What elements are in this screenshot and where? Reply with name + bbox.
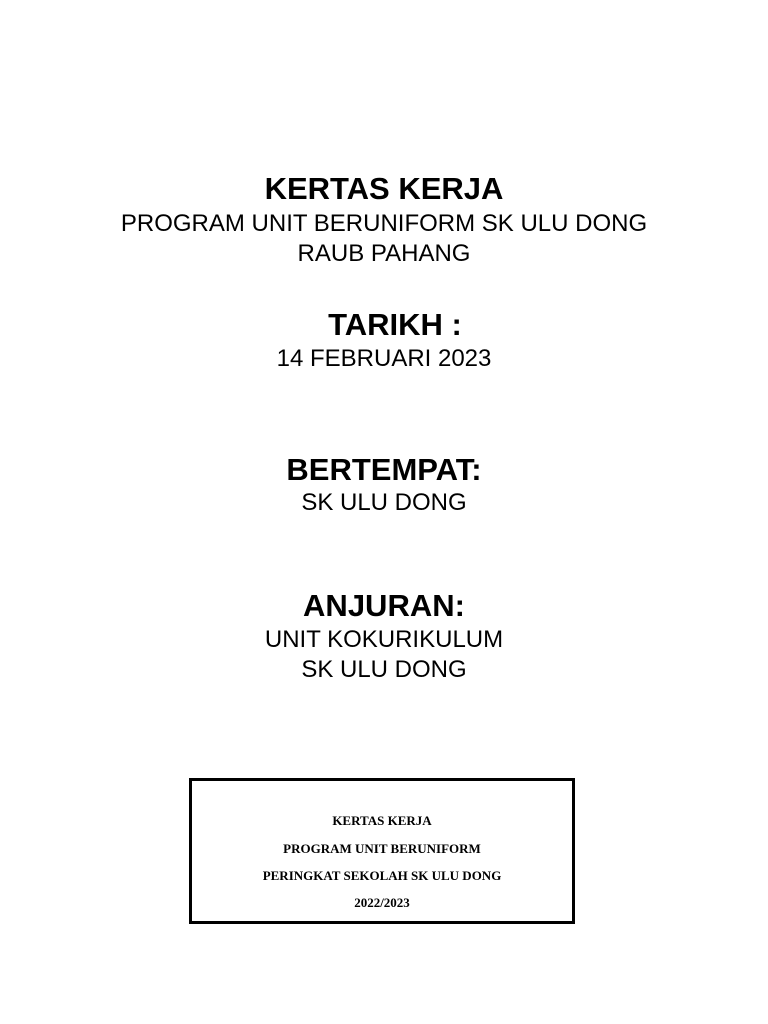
- summary-box-line-4: 2022/2023: [354, 895, 410, 910]
- venue-value: SK ULU DONG: [301, 489, 467, 516]
- date-heading: TARIKH :: [328, 307, 462, 342]
- venue-heading: BERTEMPAT:: [286, 452, 482, 487]
- summary-box-line-3: PERINGKAT SEKOLAH SK ULU DONG: [262, 868, 502, 883]
- document-title: KERTAS KERJA: [264, 171, 504, 206]
- summary-box: [189, 778, 575, 924]
- summary-box-line-1: KERTAS KERJA: [332, 813, 432, 828]
- organizer-heading: ANJURAN:: [303, 588, 465, 623]
- program-name-line-1: PROGRAM UNIT BERUNIFORM SK ULU DONG: [120, 210, 648, 237]
- organizer-line-2: SK ULU DONG: [301, 656, 467, 683]
- date-value: 14 FEBRUARI 2023: [276, 345, 492, 372]
- program-name-line-2: RAUB PAHANG: [297, 240, 471, 267]
- organizer-line-1: UNIT KOKURIKULUM: [264, 626, 504, 653]
- summary-box-line-2: PROGRAM UNIT BERUNIFORM: [283, 841, 481, 856]
